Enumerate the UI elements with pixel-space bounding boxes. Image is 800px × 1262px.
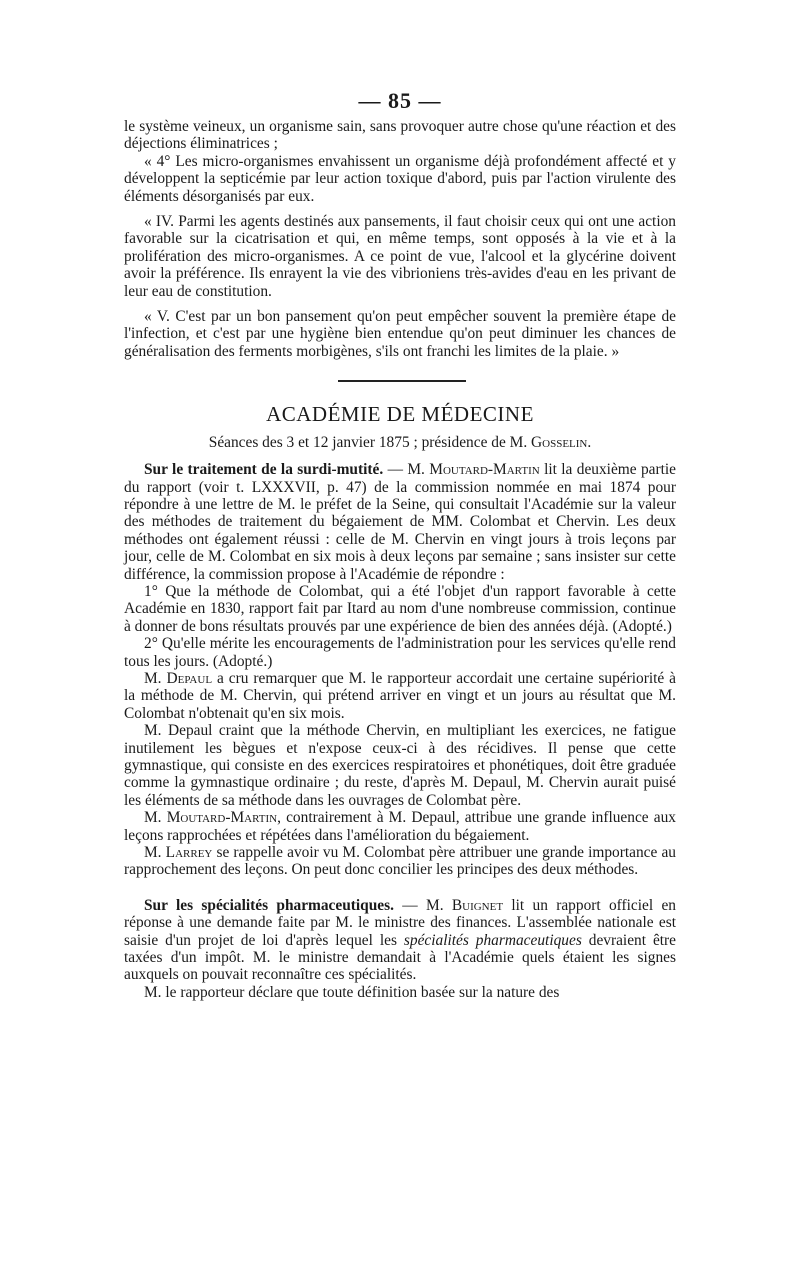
speaker-name: Buignet: [451, 896, 504, 914]
text-column: [124, 118, 676, 1001]
dash: — M.: [383, 461, 430, 479]
paragraph-text: a cru remarquer que M. le rapporteur accordait une certaine supériorité à la méthode de M. Chervin, qui prétend arriver en vingt et un jours au résultat que M. Colombat n'obtenait qu'en six mois.: [124, 669, 676, 722]
subtitle-text: Séances des 3 et 12 janvier 1875 ; présidence de M.: [208, 433, 528, 451]
separator-rule: [338, 380, 466, 382]
paragraph-text: lit la deuxième partie du rapport (voir t. LXXXVII, p. 47) de la commission nommée en mai 1874 pour répondre à une lettre de M. le préfet de la Seine, qui consultait l'Académie sur la valeur des méthodes de traitement du bégaiement de MM. Colombat et Chervin. Les deux méthodes ont également réussi : celle de M. Chervin en vingt jours à trois leçons par jour, celle de M. Colombat en six mois à deux leçons par semaine ; sans insister sur cette différence, la commission propose à l'Académie de répondre :: [124, 461, 677, 583]
paragraph-text: se rappelle avoir vu M. Colombat père attribuer une grande importance au rapprochement des leçons. On peut donc concilier les principes des deux méthodes.: [124, 844, 676, 879]
paragraph: le système veineux, un organisme sain, sans provoquer autre chose qu'une réaction et des déjections éliminatrices ;: [124, 118, 676, 153]
section-title: ACADÉMIE DE MÉDECINE: [266, 402, 534, 427]
speaker-name: Larrey: [165, 844, 213, 862]
paragraph: M. Depaul craint que la méthode Chervin, en multipliant les exercices, ne fatigue inutilement les bègues et n'expose ceux-ci à des récidives. Il pense que cette gymnastique, qui consiste en des exercices respiratoires et phonétiques, doit être graduée comme la gymnastique ordinaire ; du reste, d'après M. Depaul, M. Chervin aurait puisé les éléments de sa méthode dans les ouvrages de Colombat père.: [124, 722, 676, 809]
paragraph: « 4° Les micro-organismes envahissent un organisme déjà profondément affecté et y développent la septicémie par leur action toxique d'abord, puis par l'action virulente des éléments désorganisés par eux.: [124, 152, 676, 205]
emphasis: spécialités pharmaceutiques: [403, 931, 582, 949]
paragraph: 1° Que la méthode de Colombat, qui a été l'objet d'un rapport favorable à cette Académie en 1830, rapport fait par Itard au nom d'une nombreuse commission, continue à donner de bons résultats prouvés par une expérience de bien des années déjà. (Adopté.): [124, 582, 676, 635]
paragraph: 2° Qu'elle mérite les encouragements de l'administration pour les services qu'elle rend tous les jours. (Adopté.): [124, 635, 676, 670]
paragraph-text: lit un rapport officiel en réponse à une demande faite par M. le ministre des finances. L'assemblée nationale est saisie d'un projet de loi d'après lequel les: [124, 896, 676, 949]
speaker-name: Moutard-Martin: [166, 809, 278, 827]
paragraph: [124, 461, 676, 583]
paragraph-text: , contrairement à M. Depaul, attribue une grande influence aux leçons rapprochées et répétées dans l'amélioration du bégaiement.: [124, 809, 676, 844]
paragraph: [124, 844, 676, 879]
paragraph-text: devraient être taxées d'un impôt. M. le ministre demandait à l'Académie quels étaient les signes auxquels on pouvait reconnaître ces spécialités.: [124, 931, 677, 984]
prefix: M.: [144, 669, 167, 687]
dash: — M.: [393, 896, 452, 914]
paragraph: M. le rapporteur déclare que toute définition basée sur la nature des: [144, 983, 560, 1001]
paragraph: « V. C'est par un bon pansement qu'on peut empêcher souvent la première étape de l'infection, et c'est par une hygiène bien entendue qu'on peut diminuer les chances de généralisation des ferments morbigènes, s'ils ont franchi les limites de la plaie. »: [124, 308, 676, 360]
prefix: M.: [144, 844, 166, 862]
separator: [124, 360, 676, 394]
page-number: — 85 —: [358, 88, 442, 113]
topic-heading: Sur le traitement de la surdi-mutité.: [144, 461, 384, 479]
paragraph: [124, 809, 676, 844]
paragraph: [124, 897, 676, 984]
speaker-name: Depaul: [166, 669, 213, 687]
paragraph: [124, 670, 676, 722]
paragraph: « IV. Parmi les agents destinés aux pansements, il faut choisir ceux qui ont une action favorable sur la cicatrisation et qui, en même temps, sont opposés à la vie et à la prolifération des micro-organismes. A ce point de vue, l'alcool et la glycérine doivent avoir la préférence. Ils enrayent la vie des vibrioniens très-avides d'eau en les privant de leur eau de constitution.: [124, 213, 676, 300]
topic-heading: Sur les spécialités pharmaceutiques.: [144, 896, 394, 914]
section-subtitle: [124, 434, 676, 451]
prefix: M.: [144, 809, 167, 827]
president-name: Gosselin.: [531, 433, 592, 451]
speaker-name: Moutard-Martin: [429, 461, 540, 479]
